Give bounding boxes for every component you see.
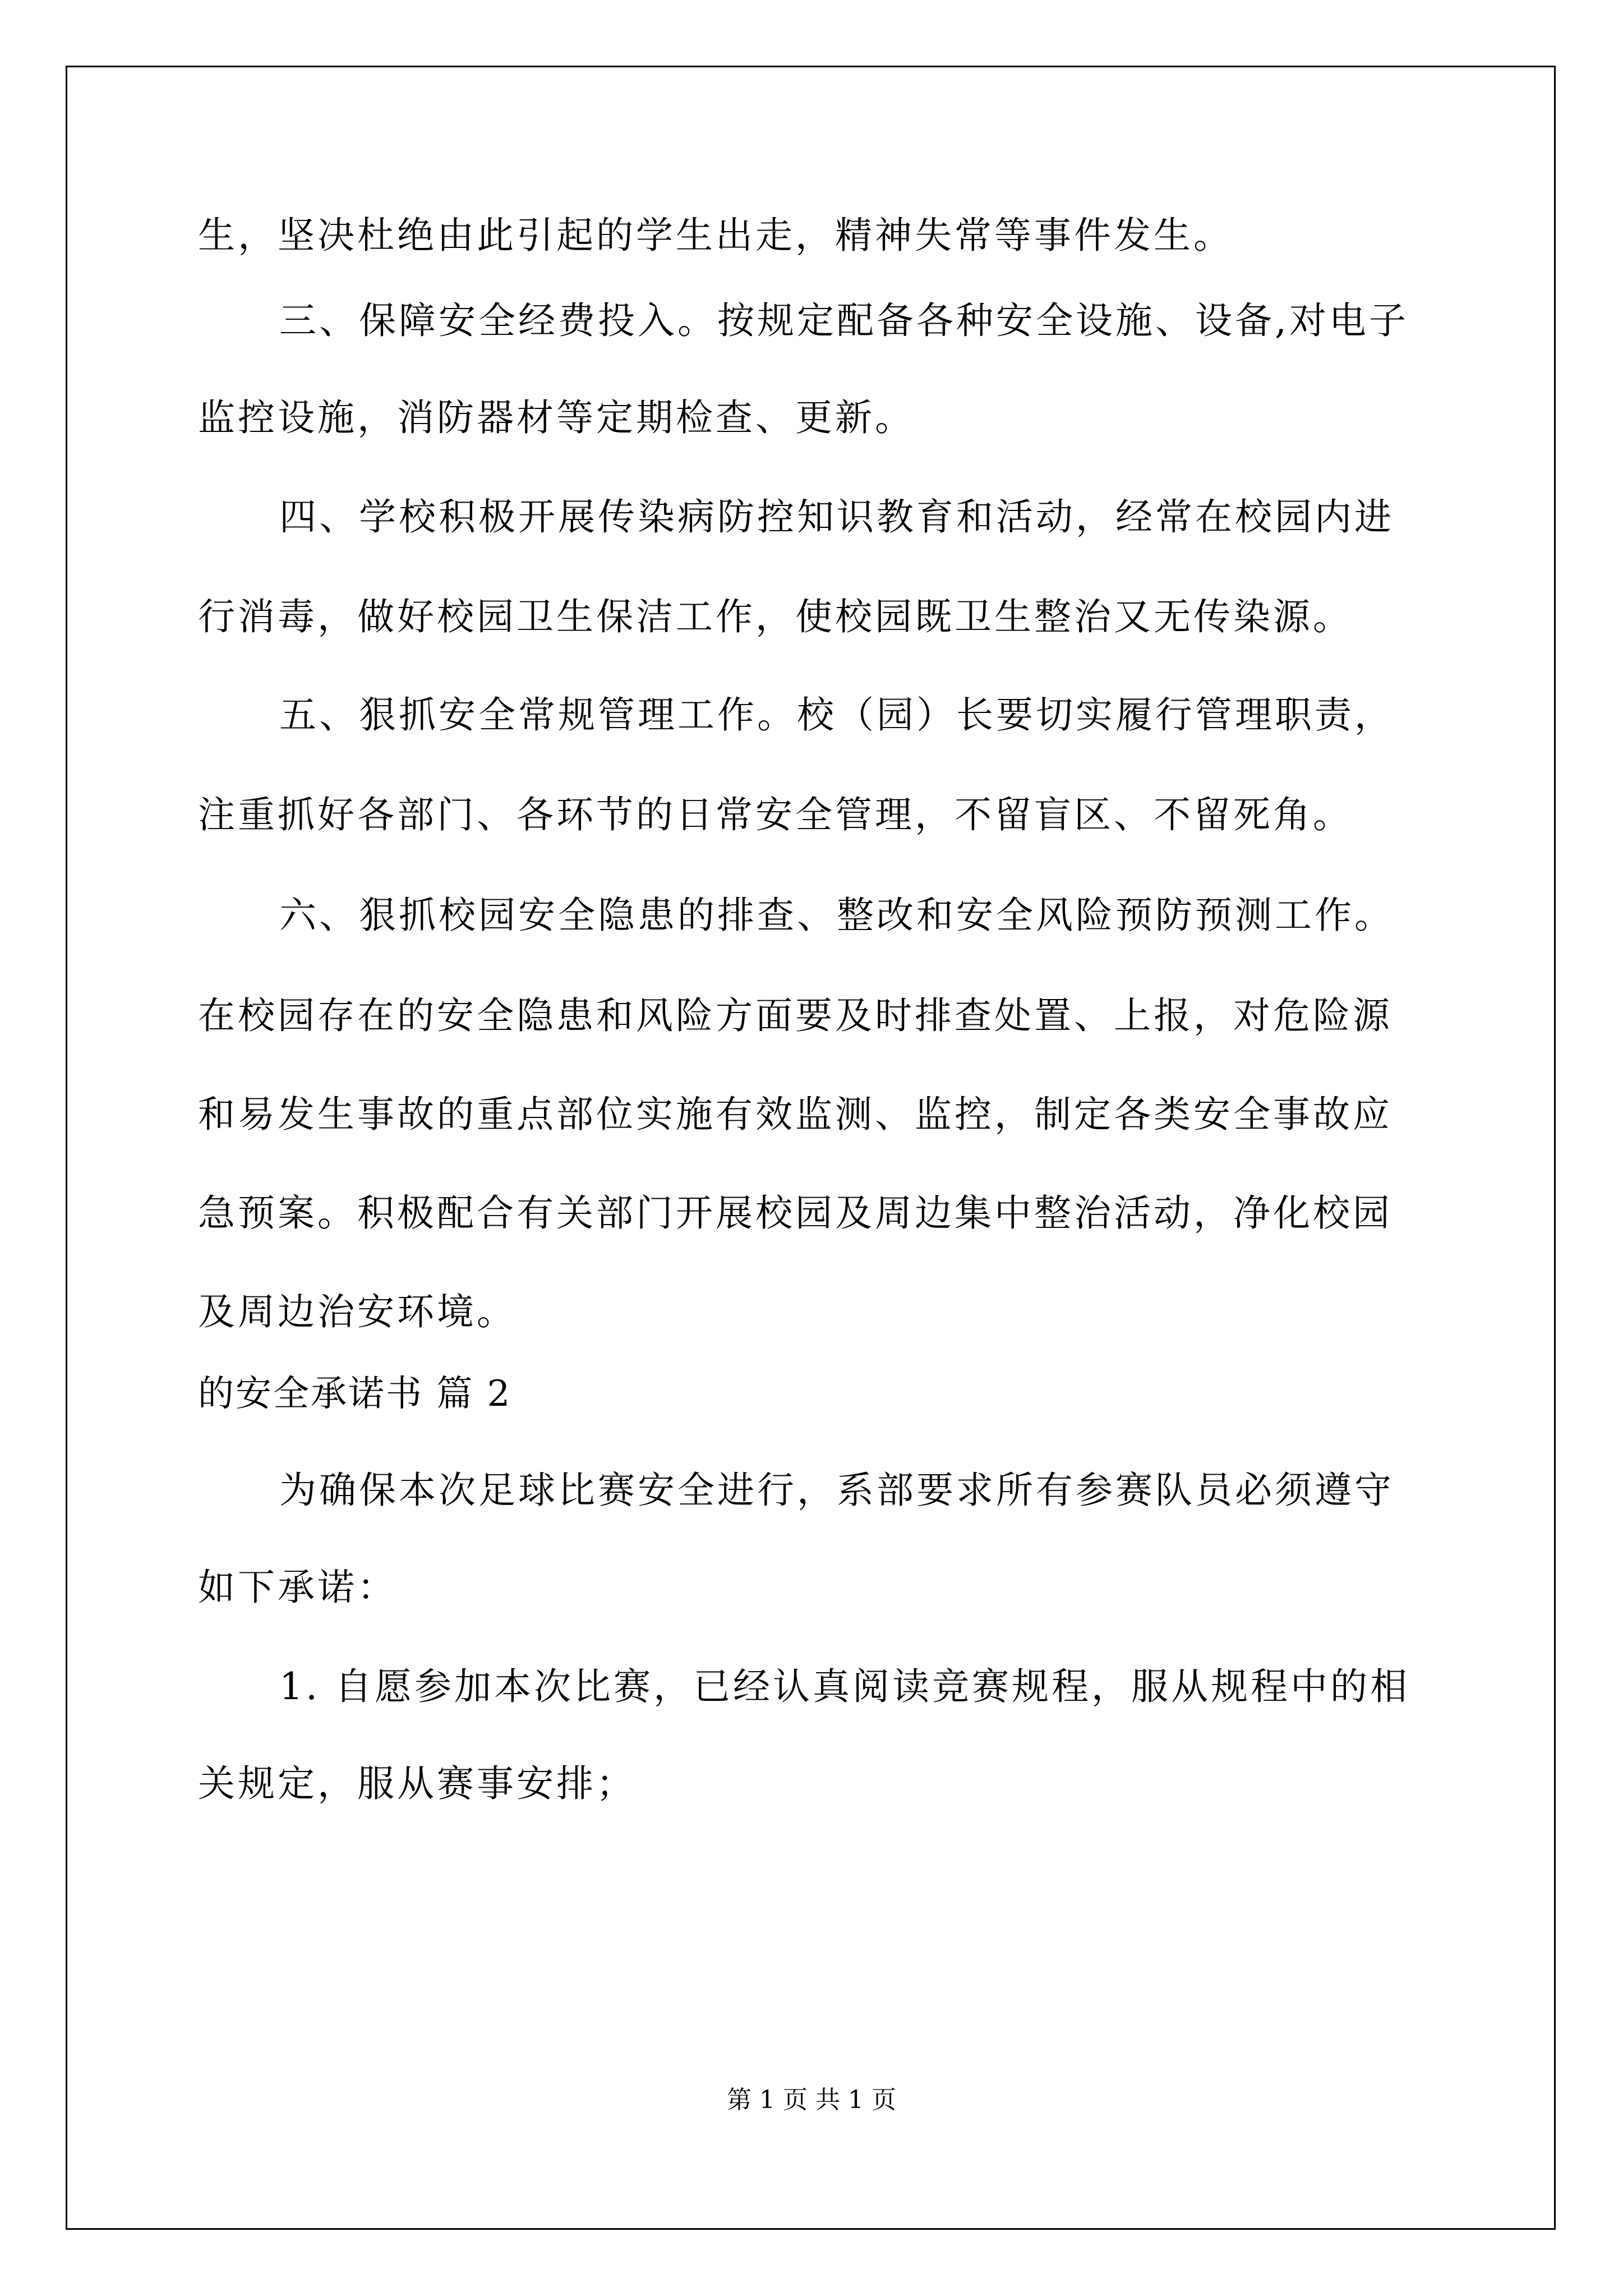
page-footer: 第 1 页 共 1 页: [727, 2086, 896, 2114]
paragraph-line: 注重抓好各部门、各环节的日常安全管理，不留盲区、不留死角。: [198, 793, 1353, 836]
paragraph-line: 为确保本次足球比赛安全进行，系部要求所有参赛队员必须遵守: [279, 1469, 1394, 1512]
paragraph-line: 三、保障安全经费投入。按规定配备各种安全设施、设备,对电子: [279, 299, 1409, 342]
paragraph-line: 监控设施，消防器材等定期检查、更新。: [198, 396, 915, 439]
paragraph-line: 六、狠抓校园安全隐患的排查、整改和安全风险预防预测工作。: [279, 894, 1394, 937]
paragraph-line: 生，坚决杜绝由此引起的学生出走，精神失常等事件发生。: [198, 214, 1233, 257]
paragraph-line: 1. 自愿参加本次比赛，已经认真阅读竞赛规程，服从规程中的相: [279, 1665, 1410, 1708]
page-frame: [66, 66, 1556, 2230]
paragraph-line: 在校园存在的安全隐患和风险方面要及时排查处置、上报，对危险源: [198, 994, 1393, 1037]
section-heading: 的安全承诺书 篇 2: [198, 1373, 512, 1415]
paragraph-line: 及周边治安环境。: [198, 1290, 517, 1333]
paragraph-line: 五、狠抓安全常规管理工作。校（园）长要切实履行管理职责，: [279, 693, 1394, 737]
paragraph-line: 和易发生事故的重点部位实施有效监测、监控，制定各类安全事故应: [198, 1093, 1393, 1136]
paragraph-line: 四、学校积极开展传染病防控知识教育和活动，经常在校园内进: [279, 495, 1394, 539]
paragraph-line: 行消毒，做好校园卫生保洁工作，使校园既卫生整治又无传染源。: [198, 595, 1353, 638]
paragraph-line: 急预案。积极配合有关部门开展校园及周边集中整治活动，净化校园: [198, 1191, 1393, 1235]
paragraph-line: 关规定，服从赛事安排；: [198, 1762, 636, 1805]
paragraph-line: 如下承诺：: [198, 1566, 397, 1609]
